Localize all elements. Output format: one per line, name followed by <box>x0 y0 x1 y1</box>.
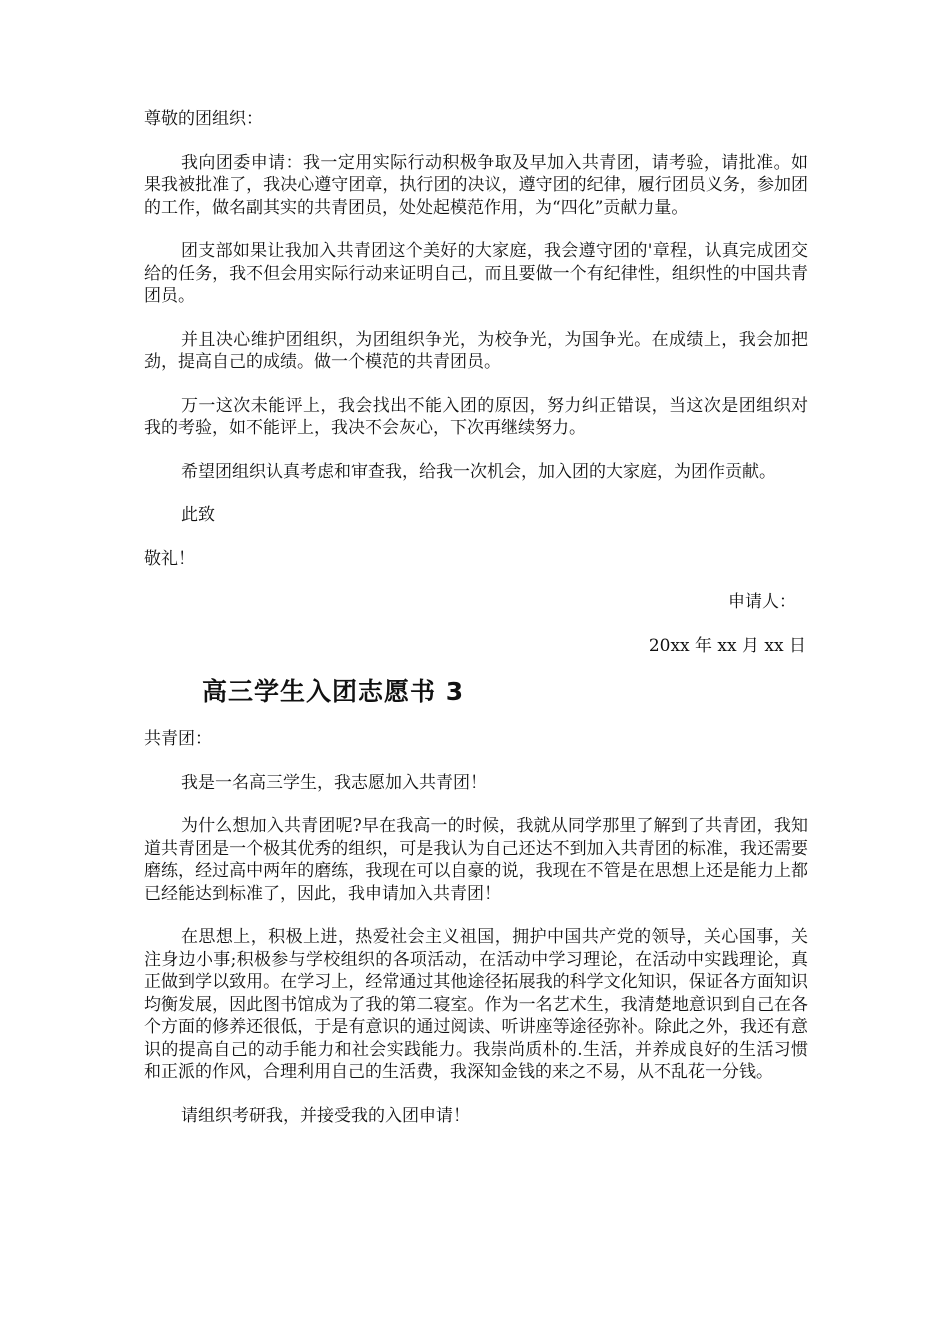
letter1-paragraph: 团支部如果让我加入共青团这个美好的大家庭，我会遵守团的'章程，认真完成团交给的任务，我不但会用实际行动来证明自己，而且要做一个有纪律性，组织性的中国共青团员。 <box>144 241 808 306</box>
letter1-paragraph: 并且决心维护团组织，为团组织争光，为校争光，为国争光。在成绩上，我会加把劲，提高自己的成绩。做一个模范的共青团员。 <box>144 329 808 372</box>
letter1-paragraph: 我向团委申请：我一定用实际行动积极争取及早加入共青团，请考验，请批准。如果我被批准了，我决心遵守团章，执行团的决议，遵守团的纪律，履行团员义务，参加团的工作，做名副其实的共青团员，处处起模范作用，为“四化”贡献力量。 <box>144 152 808 218</box>
letter2-paragraph: 为什么想加入共青团呢?早在我高一的时候，我就从同学那里了解到了共青团，我知道共青团是一个极其优秀的组织，可是我认为自己还达不到加入共青团的标准，我还需要磨练，经过高中两年的磨练，我现在可以自豪的说，我现在不管是在思想上还是能力上都已经能达到标准了，因此，我申请加入共青团！ <box>144 816 808 904</box>
letter1-closing: 此致 <box>181 505 215 525</box>
letter1-paragraph: 万一这次未能评上，我会找出不能入团的原因，努力纠正错误，当这次是团组织对我的考验，如不能评上，我决不会灰心，下次再继续努力。 <box>144 395 808 438</box>
letter2-salutation: 共青团： <box>144 729 212 749</box>
letter1-salutation: 尊敬的团组织： <box>144 109 263 129</box>
letter1-regards: 敬礼！ <box>144 548 195 569</box>
letter2-title: 高三学生入团志愿书 3 <box>202 677 465 706</box>
letter1-applicant: 申请人： <box>728 592 796 612</box>
document-page <box>144 108 808 1148</box>
letter2-paragraph: 我是一名高三学生，我志愿加入共青团！ <box>181 772 487 793</box>
letter1-date: 20xx 年 xx 月 xx 日 <box>648 635 806 656</box>
letter1-paragraph: 希望团组织认真考虑和审查我，给我一次机会，加入团的大家庭，为团作贡献。 <box>181 461 776 482</box>
letter2-paragraph: 在思想上，积极上进，热爱社会主义祖国，拥护中国共产党的领导，关心国事，关注身边小事;积极参与学校组织的各项活动，在活动中学习理论，在活动中实践理论，真正做到学以致用。在学习上，经常通过其他途径拓展我的科学文化知识，保证各方面知识均衡发展，因此图书馆成为了我的第二寝室。作为一名艺术生，我清楚地意识到自己在各个方面的修养还很低，于是有意识的通过阅读、听讲座等途径弥补。除此之外，我还有意识的提高自己的动手能力和社会实践能力。我崇尚质朴的.生活，并养成良好的生活习惯和正派的作风，合理利用自己的生活费，我深知金钱的来之不易，从不乱花一分钱。 <box>144 927 808 1082</box>
letter2-paragraph: 请组织考研我，并接受我的入团申请！ <box>181 1105 470 1126</box>
